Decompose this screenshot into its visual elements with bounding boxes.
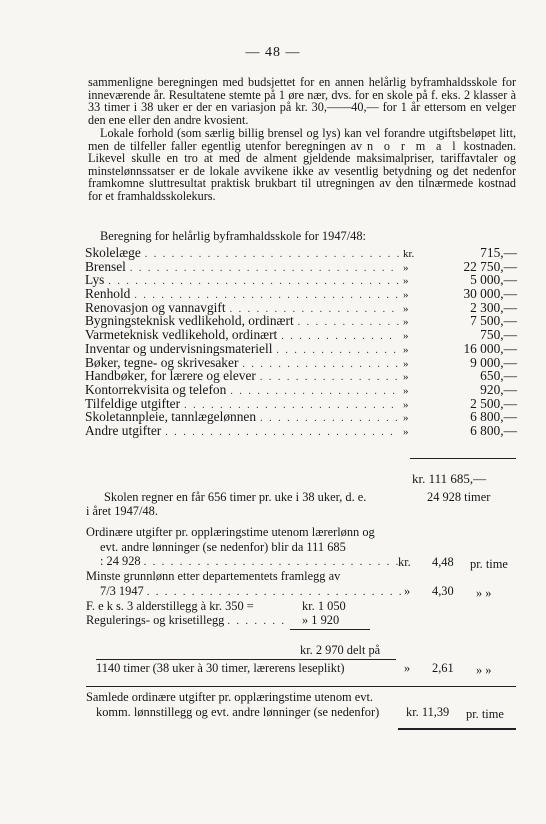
budget-row (85, 287, 517, 301)
intro-text-2b: kostnaden. Likevel skulle en tro at med de alment gjeldende maksimalpriser, tariffavtaler og minstelønnssatser er de lokale avvikene ikke av vesentlig betydning og det nedenfor framkomne sluttresultat praktisk brukbart til utregningen av den tilnærmede kostnad for et framhaldsskolekurs. (88, 138, 516, 203)
budget-row (85, 369, 517, 383)
intro-paragraph-2 (88, 127, 516, 203)
budget-row-amount: 2 500,— (470, 395, 517, 411)
ordinary-currency: kr. (398, 555, 411, 569)
minimum-wage-currency: » (404, 584, 411, 598)
budget-row-label: Brensel (85, 258, 126, 274)
intro-text-2 (88, 127, 516, 203)
ordinary-unit: pr. time (470, 557, 508, 571)
budget-row-currency: » (403, 384, 409, 397)
dot-leader (276, 344, 399, 358)
budget-row (85, 410, 517, 424)
budget-row-currency: » (403, 330, 409, 343)
dot-leader (281, 330, 399, 344)
budget-row-currency: » (403, 425, 409, 438)
ordinary-divisor: : 24 928 (100, 554, 141, 568)
final-rule (86, 686, 516, 687)
budget-row (85, 356, 517, 370)
budget-row-label: Kontorrekvisita og telefon (85, 381, 227, 397)
dot-leader (260, 371, 399, 385)
division-bottom: 1140 timer (38 uker à 30 timer, lærerens leseplikt) (96, 661, 345, 675)
budget-row-currency: » (403, 261, 409, 274)
budget-row-amount: 920,— (480, 381, 517, 397)
budget-row-amount: 6 800,— (470, 409, 517, 425)
budget-row (85, 383, 517, 397)
ordinary-line-3: : 24 928 . . . . . . . . . . . . . . . . . . . . . . . . . . . . . (100, 554, 401, 568)
budget-row (85, 342, 517, 356)
division-top: kr. 2 970 delt på (300, 643, 381, 657)
budget-row (85, 397, 517, 411)
final-double-rule (398, 728, 516, 730)
budget-row-currency: » (403, 412, 409, 425)
budget-row-currency: » (403, 371, 409, 384)
budget-row-label: Tilfeldige utgifter (85, 395, 181, 411)
budget-row-currency: » (403, 289, 409, 302)
budget-row-amount: 2 300,— (470, 299, 517, 315)
ordinary-line-4: Minste grunnlønn etter departementets framlegg av (86, 569, 341, 583)
budget-row-currency: » (403, 316, 409, 329)
ordinary-amount: 4,48 (432, 555, 454, 569)
extras-rule (290, 629, 370, 630)
budget-row-amount: 16 000,— (463, 340, 517, 356)
extras-line-2: Regulerings- og krisetillegg . . . . . . . (86, 613, 286, 627)
intro-text-1: sammenligne beregningen med budsjettet for en annen helårlig byframhaldsskole for inneværende år. Resultatene stemte på 1 øre nær, dvs. for en skole på f. eks. 2 klasser à 33 timer i 38 uker er der en variasjon på kr. 30,——40,— for 1 år ettersom en velger den ene eller den andre kvosient. (88, 75, 516, 127)
budget-row-label: Varmeteknisk vedlikehold, ordinært (85, 327, 278, 343)
division-rule (96, 659, 396, 660)
budget-row-amount: 6 800,— (470, 422, 517, 438)
dot-leader (230, 385, 399, 399)
budget-row-label: Andre utgifter (85, 422, 162, 438)
final-unit: pr. time (466, 707, 504, 721)
budget-row-amount: 9 000,— (470, 354, 517, 370)
budget-row-label: Handbøker, for lærere og elever (85, 368, 256, 384)
budget-row-amount: 5 000,— (470, 272, 517, 288)
budget-row-currency: » (403, 357, 409, 370)
page-number: — 48 — (245, 45, 301, 60)
budget-row-amount: 22 750,— (463, 258, 517, 274)
budget-row-label: Skoletannpleie, tannlægelønnen (85, 409, 257, 425)
budget-row-currency: kr. (403, 248, 415, 260)
budget-row (85, 260, 517, 274)
budget-row-label: Skolelæge (85, 245, 141, 260)
hours-total: 24 928 timer (427, 490, 491, 504)
budget-row-label: Bøker, tegne- og skrivesaker (85, 354, 239, 370)
division-currency: » (404, 661, 411, 675)
extras-amount-1: kr. 1 050 (302, 599, 346, 613)
budget-row-amount: 650,— (480, 368, 517, 384)
budget-row (85, 314, 517, 328)
extras-amount-2: » 1 920 (302, 613, 340, 627)
budget-row-amount: 7 500,— (470, 313, 517, 329)
minimum-wage-amount: 4,30 (432, 584, 454, 598)
budget-row (85, 273, 517, 287)
dot-leader (145, 248, 399, 262)
budget-row-currency: » (403, 302, 409, 315)
budget-row-currency: » (403, 343, 409, 356)
division-amount: 2,61 (432, 661, 454, 675)
total-rule (410, 458, 516, 459)
dot-leader (242, 358, 399, 372)
hours-line-2: i året 1947/48. (86, 504, 158, 518)
budget-row-amount: 750,— (480, 327, 517, 343)
final-line-1: Samlede ordinære utgifter pr. opplæringstime utenom evt. (86, 690, 373, 704)
ordinary-line-5: 7/3 1947 . . . . . . . . . . . . . . . . . . . . . . . . . . . . . (100, 584, 404, 598)
budget-row-label: Inventar og undervisningsmateriell (85, 340, 273, 356)
budget-row-amount: 715,— (480, 245, 517, 260)
dot-leader (108, 275, 399, 289)
ordinary-line-1: Ordinære utgifter pr. opplæringstime utenom lærerlønn og (86, 525, 375, 539)
dot-leader (260, 412, 399, 426)
dot-leader (298, 316, 399, 330)
ordinary-date: 7/3 1947 (100, 584, 144, 598)
hours-line-1: Skolen regner en får 656 timer pr. uke i 38 uker, d. e. (104, 490, 367, 504)
budget-row (85, 328, 517, 342)
intro-spaced-word: n o r m a l (366, 138, 459, 153)
budget-row-label: Lys (85, 272, 105, 288)
final-amount: kr. 11,39 (406, 705, 450, 719)
dot-leader (165, 426, 399, 440)
division-unit: » » (476, 663, 492, 677)
extras-label-2: Regulerings- og krisetillegg (86, 613, 225, 627)
minimum-wage-unit: » » (476, 586, 492, 600)
extras-line-1: F. e k s. 3 alderstillegg à kr. 350 = (86, 599, 254, 613)
budget-table (85, 246, 517, 438)
budget-row-currency: » (403, 275, 409, 288)
budget-row (85, 424, 517, 438)
budget-row-label: Bygningsteknisk vedlikehold, ordinært (85, 313, 294, 329)
final-line-2: komm. lønnstillegg og evt. andre lønninger (se nedenfor) (96, 705, 380, 719)
budget-row-amount: 30 000,— (463, 286, 517, 302)
budget-row (85, 301, 517, 315)
budget-row-label: Renhold (85, 286, 131, 302)
budget-row-currency: » (403, 398, 409, 411)
budget-heading: Beregning for helårlig byframhaldsskole for 1947/48: (100, 229, 366, 243)
intro-paragraph-1 (88, 76, 516, 126)
budget-row-label: Renovasjon og vannavgift (85, 299, 226, 315)
intro-text-2a: Lokale forhold (som særlig billig brensel og lys) kan vel forandre utgiftsbeløpet litt, men de tilfeller faller egentlig utenfor beregningen av (88, 126, 516, 153)
budget-row (85, 246, 517, 260)
dot-leader (130, 262, 399, 276)
ordinary-line-2: evt. andre lønninger (se nedenfor) blir da 111 685 (100, 540, 346, 554)
budget-total: kr. 111 685,— (412, 471, 487, 486)
